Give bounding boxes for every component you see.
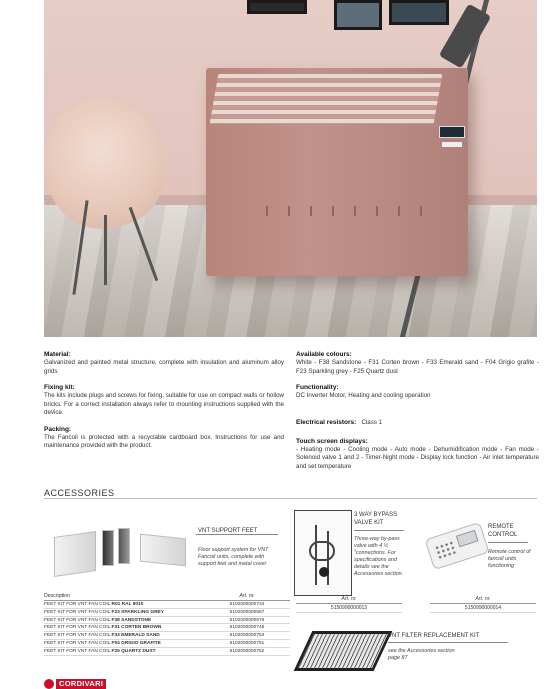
table-row	[44, 648, 290, 656]
table-cell-description: FEET KIT FOR VNT FAN COIL F31 CORTEN BROWN	[44, 625, 162, 631]
spec-text: - Heating mode - Cooling mode - Auto mode - Dehumidification mode - Fan mode - Solenoid valve 1 and 2 - Timer-Night mode - Display lock function - Air inlet temperature and set temperature	[296, 445, 539, 470]
caption-rule	[488, 542, 528, 543]
coil	[309, 541, 335, 561]
table-row	[44, 617, 290, 625]
bypass-title: 3 WAY BYPASS VALVE KIT	[354, 512, 398, 526]
fancoil-vents	[266, 206, 426, 216]
remote-screen	[456, 530, 479, 548]
support-feet-description: Floor support system for VNT Fancoil units, complete with support feet and metal cover	[198, 547, 269, 567]
table-cell-art: 5102000000752	[229, 648, 265, 654]
spec-material	[44, 351, 284, 376]
art-number: 5150990000013	[296, 604, 402, 613]
fancoil-display	[439, 126, 465, 138]
table-cell-art: 5102000000587	[229, 609, 265, 615]
wall-picture-frame	[389, 0, 449, 25]
spec-text: The kits include plugs and screws for fixing, suitable for use on compact walls or hollow bricks. For a correct installation always refer to mounting instructions supplied with the device.	[44, 392, 284, 416]
table-row	[44, 632, 290, 640]
table-header	[44, 593, 290, 601]
fancoil-grille	[210, 74, 443, 124]
specs-left-column	[44, 351, 284, 457]
spec-text: Galvanized and painted metal structure, complete with insulation and aluminum alloy grids	[44, 359, 284, 375]
spec-title: Fixing kit:	[44, 384, 75, 391]
brand-name: CORDIVARI	[56, 679, 106, 689]
table-header-description: Description	[44, 593, 70, 599]
art-header: Art. nr.	[296, 596, 402, 604]
table-row	[44, 601, 290, 609]
feet-cover	[140, 534, 186, 567]
wall-picture-frame	[247, 0, 307, 14]
filter-kit-illustration	[294, 631, 393, 671]
spec-title: Touch screen displays:	[296, 437, 368, 445]
table-cell-art: 5102000000734	[229, 602, 265, 607]
spec-touch-screen	[296, 438, 539, 472]
caption-rule	[354, 530, 404, 531]
spec-title: Material:	[44, 351, 71, 358]
feet-cover	[54, 531, 96, 577]
table-cell-description: FEET KIT FOR VNT FAN COIL F25 QUARTZ DUST	[44, 648, 156, 654]
accessories-divider	[44, 498, 537, 499]
table-cell-art: 5102000000751	[229, 640, 265, 646]
spec-text: The Fancoil is protected with a recyclable cardboard box. Instructions for use and maintenance provided with the product.	[44, 433, 284, 449]
accessories-heading: ACCESSORIES	[44, 488, 115, 498]
table-cell-description: FEET KIT FOR VNT FAN COIL R01 RAL 9010	[44, 602, 144, 607]
remote-description: Remote control of fancoil units functioning	[488, 549, 531, 569]
wall-picture-frame	[334, 0, 382, 30]
table-row	[44, 624, 290, 632]
spec-resistors	[296, 409, 539, 428]
spec-title: Packing:	[44, 425, 72, 433]
bypass-valve-drawing	[294, 510, 352, 596]
art-number: 5150990000014	[430, 604, 536, 613]
specs-right-column	[296, 351, 539, 477]
remote-title: REMOTE CONTROL	[488, 524, 518, 538]
table-cell-description: FEET KIT FOR VNT FAN COIL F23 SPARKLING GREY	[44, 609, 164, 615]
table-cell-description: FEET KIT FOR VNT FAN COIL F33 EMERALD SAND	[44, 633, 160, 639]
table-header-art: Art. nr.	[239, 593, 255, 599]
table-row	[44, 609, 290, 617]
brand-mark-icon	[44, 679, 54, 689]
bypass-description: Three-way by-pass valve with 4 ½ "connections. For specifications and details see the Accessories section.	[354, 536, 404, 577]
remote-art-box	[430, 596, 536, 613]
fancoil-unit	[206, 68, 468, 276]
specifications	[44, 351, 537, 471]
chair-leg	[104, 215, 107, 285]
spec-fixing-kit	[44, 384, 284, 418]
product-photo	[44, 0, 537, 337]
fancoil-logo	[442, 142, 462, 147]
spec-colours	[296, 351, 539, 376]
table-cell-art: 5102000000746	[229, 625, 265, 631]
table-row	[44, 640, 290, 648]
spec-text: DC Inverter Motor, Heating and cooling operation	[296, 392, 431, 399]
spec-title: Functionality:	[296, 384, 339, 391]
spec-text: Class 1	[361, 418, 383, 426]
spec-text: White - F38 Sandstone - F31 Corten brown - F33 Emerald sand - F04 Grigio grafite - F23 Sparkling grey - F25 Quartz dust	[296, 359, 539, 375]
support-foot	[102, 530, 114, 566]
brand-logo	[44, 679, 106, 689]
support-foot	[118, 528, 130, 564]
support-feet-illustration	[54, 522, 190, 582]
table-cell-description: FEET KIT FOR VNT FAN COIL F04 GRIGIO GRAFITE	[44, 640, 161, 646]
table-cell-art: 5102000000753	[229, 633, 265, 639]
filter-title: VNT FILTER REPLACEMENT KIT	[388, 633, 480, 639]
table-cell-description: FEET KIT FOR VNT FAN COIL F38 SANDSTONE	[44, 617, 152, 623]
filter-description: see the Accessories section page 87	[388, 648, 455, 661]
spec-title: Electrical resistors:	[296, 418, 357, 426]
caption-rule	[388, 642, 508, 643]
spec-functionality	[296, 384, 539, 401]
spec-packing	[44, 426, 284, 451]
table-cell-art: 5102000000676	[229, 617, 265, 623]
remote-control-illustration	[424, 522, 489, 570]
bypass-art-box	[296, 596, 402, 613]
support-feet-title: VNT SUPPORT FEET	[198, 528, 258, 534]
feet-kit-table	[44, 593, 290, 656]
art-header: Art. nr.	[430, 596, 536, 604]
valve-icon	[319, 567, 329, 577]
remote-buttons	[434, 540, 458, 561]
spec-title: Available colours:	[296, 351, 352, 358]
